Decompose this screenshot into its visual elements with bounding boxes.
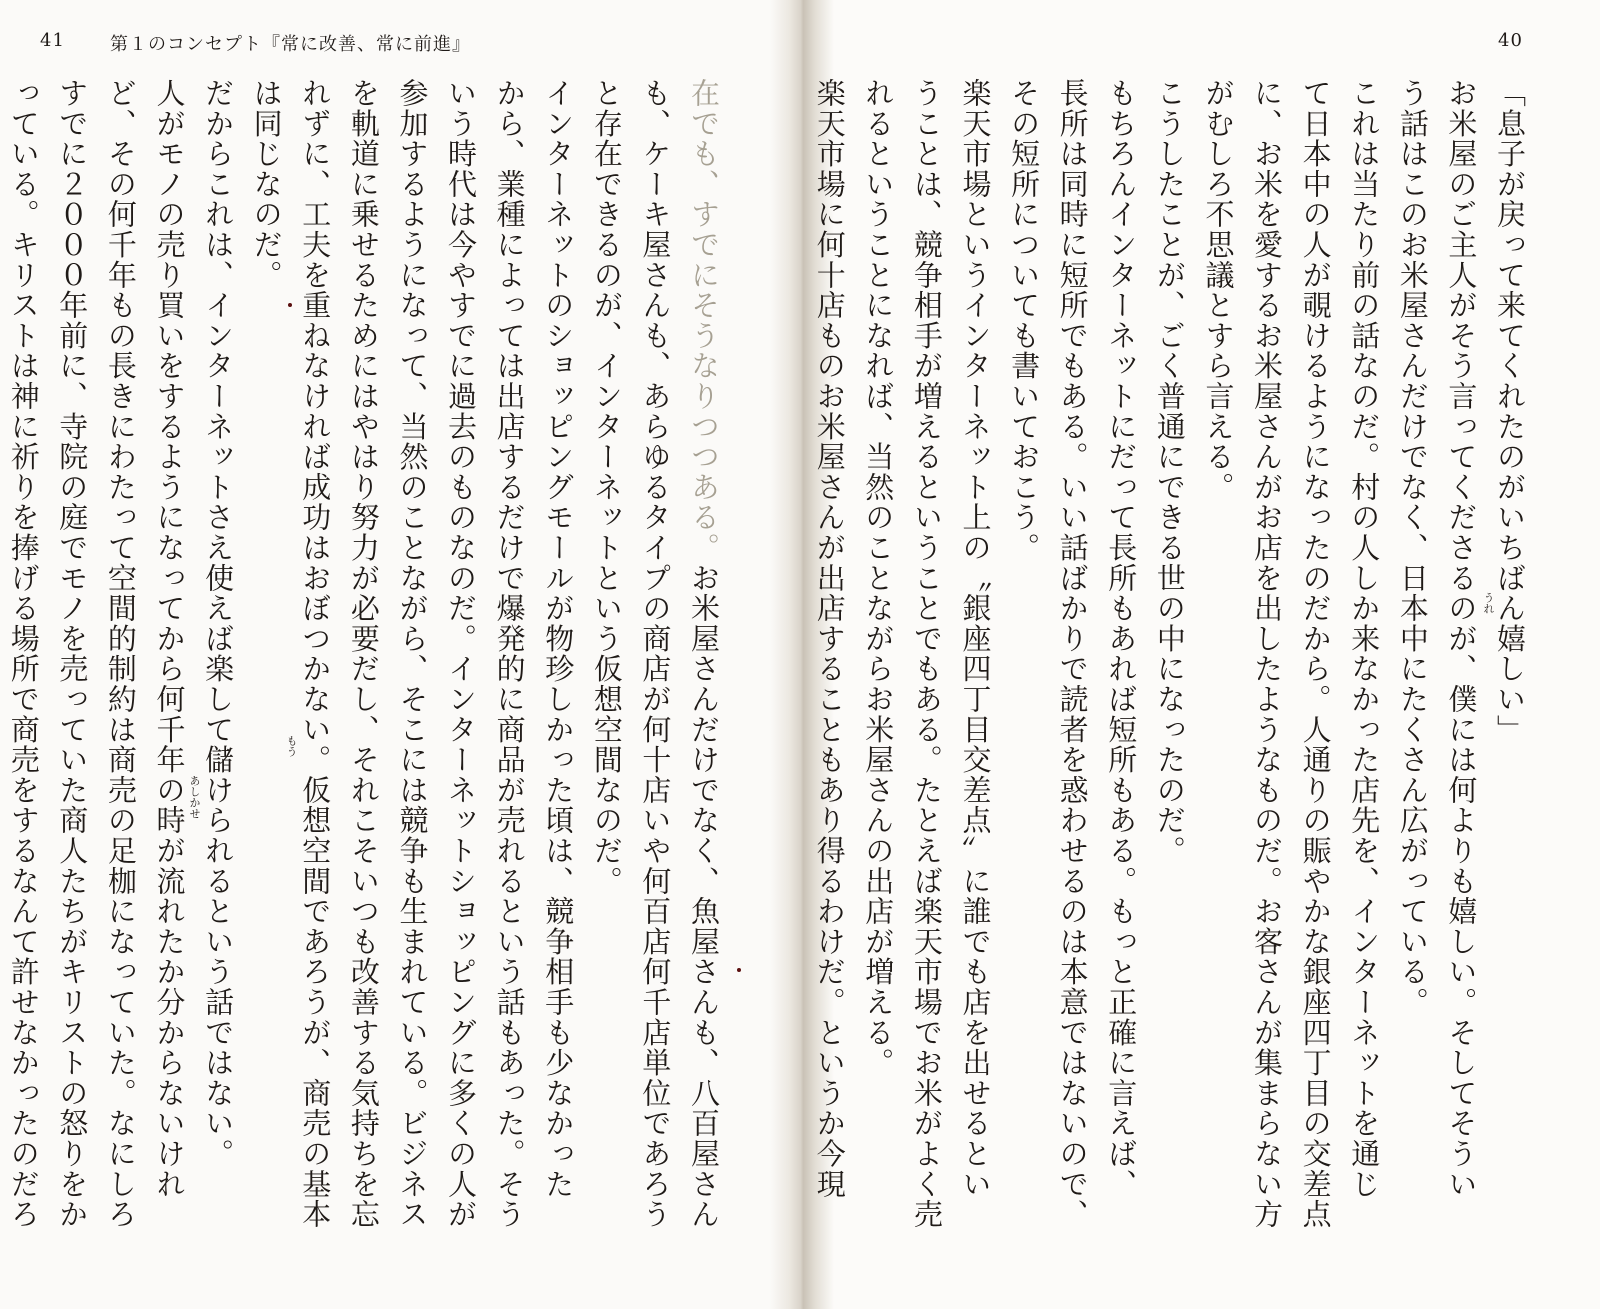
text-line: 楽天市場に何十店ものお米屋さんが出店することもあり得るわけだ。というか今現 [812,78,847,1200]
text-line: これは当たり前の話なのだ。村の人しか来なかった店先を、インターネットを通じ [1347,78,1382,1200]
text-line: だからこれは、インターネットさえ使えば楽して儲けられるという話ではない。 [201,78,236,1169]
text-line: に、お米を愛するお米屋さんがお店を出したようなものだ。お客さんが集まらない方 [1250,78,1285,1230]
text-line: を軌道に乗せるためにはやはり努力が必要だし、それこそいつも改善する気持ちを忘 [346,78,381,1230]
text-line: すでに２０００年前に、寺院の庭でモノを売っていた商人たちがキリストの怒りをか [55,78,90,1230]
text-line: お米屋のご主人がそう言ってくださるのが、僕には何よりも嬉しい。そしてそうい [1444,78,1479,1200]
text-line: 長所は同時に短所でもある。いい話ばかりで読者を惑わせるのは本意ではないので、 [1055,78,1090,1230]
text-line: もちろんインターネットにだって長所もあれば短所もある。もっと正確に言えば、 [1104,78,1139,1200]
furigana-mou: もう [285,735,298,757]
furigana-ashikase: あしかせ [188,775,201,819]
text-line: ど、その何千年もの長きにわたって空間的制約は商売の足枷になっていた。なにしろ [103,78,138,1230]
text-line: いう時代は今やすでに過去のものなのだ。インターネットショッピングに多くの人が [444,78,479,1230]
text-line: うことは、競争相手が増えるということでもある。たとえば楽天市場でお米がよく売 [909,78,944,1230]
text-line: う話はこのお米屋さんだけでなく、日本中にたくさん広がっている。 [1395,78,1430,1018]
scan-speck [737,968,741,972]
running-head-title: 第１のコンセプト『常に改善、常に前進』 [110,34,471,55]
text-line: っている。キリストは神に祈りを捧げる場所で商売をするなんて許せなかったのだろ [6,78,41,1230]
faded-prefix: 在でも、すでにそうなりつつある。 [687,78,721,563]
text-line: れずに、工夫を重ねなければ成功はおぼつかない。仮想空間であろうが、商売の基本 [298,78,333,1230]
text-line: は同じなのだ。 [249,78,284,291]
text-line-first [679,78,728,1303]
text-line: て日本中の人が覗けるようになったのだから。人通りの賑やかな銀座四丁目の交差点 [1298,78,1333,1230]
text-line: 「息子が戻って来てくれたのがいちばん嬉しい」 [1493,78,1527,745]
text-line: も、ケーキ屋さんも、あらゆるタイプの商店が何十店いや何百店何千店単位であろう [638,78,673,1230]
scan-speck [288,303,292,307]
text-line: 参加するようになって、当然のことながら、そこには競争も生まれている。ビジネス [395,78,430,1230]
text-line: がむしろ不思議とすら言える。 [1201,78,1236,503]
text-line: インターネットのショッピングモールが物珍しかった頃は、競争相手も少なかった [541,78,576,1200]
text-line: 楽天市場というインターネット上の〝銀座四丁目交差点〟に誰でも店を出せるとい [958,78,993,1200]
first-line-rest: お米屋さんだけでなく、魚屋さんも、八百屋さん [687,562,721,1230]
text-line: その短所についても書いておこう。 [1007,78,1042,563]
right-page-body-text [812,78,1534,1303]
furigana-ure: うれ [1482,592,1495,614]
text-line: と存在できるのが、インターネットという仮想空間なのだ。 [589,78,624,897]
right-page-number: 40 [1498,30,1523,51]
left-page-number: 41 [40,30,65,51]
text-line: こうしたことが、ごく普通にできる世の中になったのだ。 [1152,78,1187,866]
left-page-body-text [6,78,728,1303]
text-line: から、業種によっては出店するだけで爆発的に商品が売れるという話もあった。そう [492,78,527,1230]
text-line: れるということになれば、当然のことながらお米屋さんの出店が増える。 [861,78,896,1078]
text-line: 人がモノの売り買いをするようになってから何千年の時が流れたか分からないけれ [152,78,187,1200]
